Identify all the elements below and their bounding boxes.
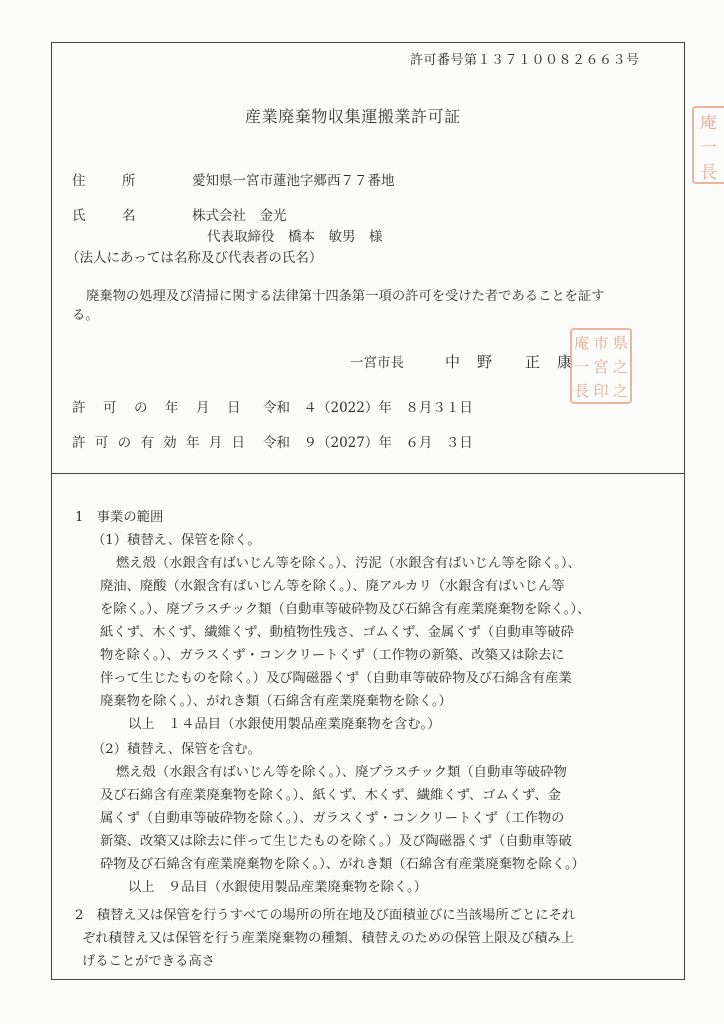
section-2-line: 燃え殻（水銀含有ばいじん等を除く。）、廃プラスチック類（自動車等破砕物 bbox=[116, 765, 567, 780]
company-name: 株式会社 金光 bbox=[192, 208, 287, 224]
address-label-2: 所 bbox=[122, 173, 136, 189]
section-1-line: 燃え殻（水銀含有ばいじん等を除く。）、汚泥（水銀含有ばいじん等を除く。）、 bbox=[116, 556, 581, 571]
item-2-line: げることができる高さ bbox=[82, 954, 215, 969]
expiry-date-label: 許 可 の 有 効 年 月 日 bbox=[72, 435, 248, 451]
section-1-line: 伴って生じたものを除く。）及び陶磁器くず（自動車等破砕物及び石綿含有産業 bbox=[100, 671, 572, 686]
section-1-heading: （1）積替え、保管を除く。 bbox=[92, 533, 261, 548]
mayor-seal-stamp: 庵 市 県 一 宮 之 長 印 之 bbox=[570, 328, 632, 404]
permit-date-label: 許 可 の 年 月 日 bbox=[72, 400, 243, 416]
section-divider bbox=[51, 473, 685, 474]
certification-line-1: 廃棄物の処理及び清掃に関する法律第十四条第一項の許可を受けた者であることを証す bbox=[86, 289, 605, 304]
document-title: 産業廃棄物収集運搬業許可証 bbox=[245, 107, 461, 126]
section-2-heading: （2）積替え、保管を含む。 bbox=[92, 742, 261, 757]
name-note: （法人にあっては名称及び代表者の氏名） bbox=[66, 250, 323, 266]
representative-name: 代表取締役 橋本 敏男 様 bbox=[207, 229, 383, 245]
address-value: 愛知県一宮市蓮池字郷西７７番地 bbox=[192, 173, 395, 189]
issuer-name: 中 野 正 康 bbox=[445, 353, 574, 371]
permit-date-value: 令和 ４（2022）年 ８月３１日 bbox=[263, 400, 473, 416]
edge-seal-stamp: 庵 一 長 bbox=[692, 106, 724, 184]
section-1-line: 紙くず、木くず、繊維くず、動植物性残さ、ゴムくず、金属くず（自動車等破砕 bbox=[100, 625, 574, 640]
section-2-line: 属くず（自動車等破砕物を除く。）、ガラスくず・コンクリートくず（工作物の bbox=[100, 811, 565, 826]
permit-number: 許可番号第１３７１００８２６６３号 bbox=[410, 53, 640, 68]
section-1-line: 廃棄物を除く。）、がれき類（石綿含有産業廃棄物を除く。） bbox=[100, 694, 452, 709]
section-2-line: 新築、改築又は除去に伴って生じたものを除く。）及び陶磁器くず（自動車等破 bbox=[100, 834, 572, 849]
section-2-line: 砕物及び石綿含有産業廃棄物を除く。）、がれき類（石綿含有産業廃棄物を除く。） bbox=[100, 857, 585, 872]
name-label-1: 氏 bbox=[72, 208, 86, 224]
expiry-date-value: 令和 ９（2027）年 ６月 ３日 bbox=[263, 435, 473, 451]
section-2-total: 以上 ９品目（水銀使用製品産業廃棄物を除く。） bbox=[128, 880, 427, 895]
issuer-title: 一宮市長 bbox=[350, 355, 404, 371]
item-2-line: 2 積替え又は保管を行うすべての場所の所在地及び面積並びに当該場所ごとにそれ bbox=[75, 908, 576, 923]
scope-heading: 1 事業の範囲 bbox=[75, 510, 164, 525]
certification-line-2: る。 bbox=[72, 308, 99, 323]
section-1-total: 以上 １４品目（水銀使用製品産業廃棄物を含む。） bbox=[128, 717, 441, 732]
section-2-line: 及び石綿含有産業廃棄物を除く。）、紙くず、木くず、繊維くず、ゴムくず、金 bbox=[100, 788, 561, 803]
address-label-1: 住 bbox=[72, 173, 86, 189]
section-1-line: 廃油、廃酸（水銀含有ばいじん等を除く。）、廃アルカリ（水銀含有ばいじん等 bbox=[100, 579, 565, 594]
item-2-line: ぞれ積替え又は保管を行う産業廃棄物の種類、積替えのための保管上限及び積み上 bbox=[82, 931, 574, 946]
section-1-line: 物を除く。）、ガラスくず・コンクリートくず（工作物の新築、改築又は除去に bbox=[100, 648, 565, 663]
name-label-2: 名 bbox=[122, 208, 136, 224]
section-1-line: を除く。）、廃プラスチック類（自動車等破砕物及び石綿含有産業廃棄物を除く。）、 bbox=[100, 602, 591, 617]
